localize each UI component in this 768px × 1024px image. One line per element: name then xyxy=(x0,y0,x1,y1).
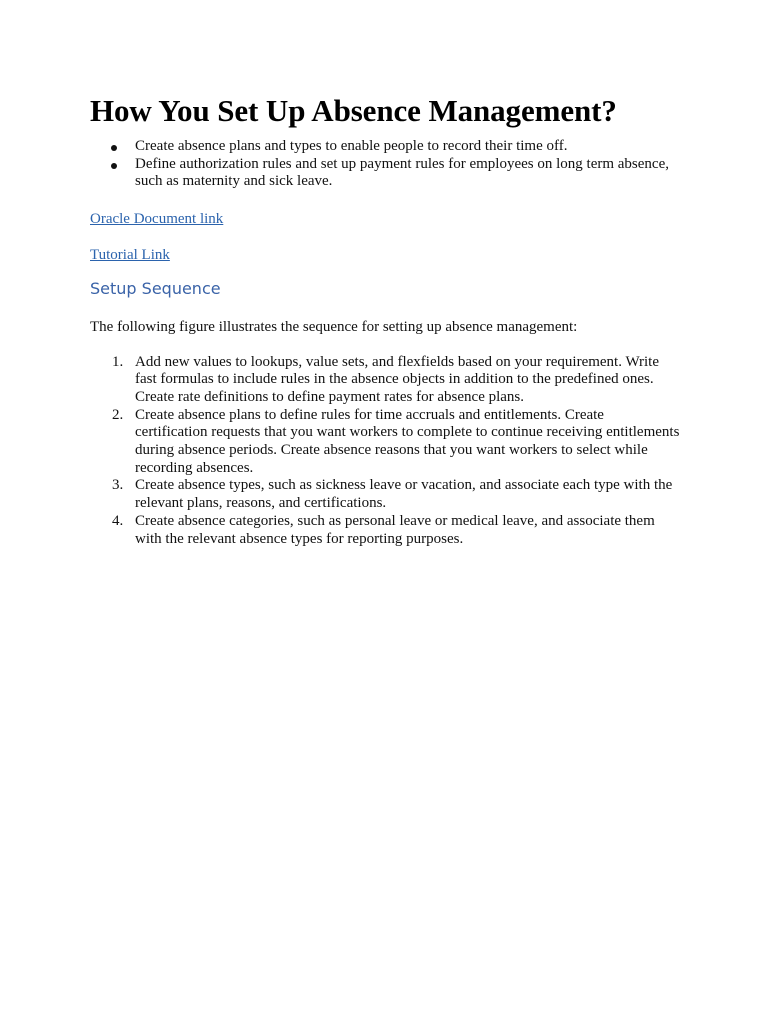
step-text: Create absence plans to define rules for time accruals and entitlements. Create certification requests that you want workers to complete to continue receiving entitlements during absence periods. Create absence reasons that you want workers to select while recording absences. xyxy=(135,406,680,476)
document-body xyxy=(90,91,680,548)
step-item xyxy=(90,513,680,548)
bullet-icon xyxy=(111,163,117,169)
step-number: 4. xyxy=(112,512,124,529)
step-item xyxy=(90,407,680,478)
step-number: 2. xyxy=(112,406,124,423)
step-number: 1. xyxy=(112,353,124,370)
bullet-item xyxy=(90,156,680,191)
bullet-text: Create absence plans and types to enable people to record their time off. xyxy=(135,138,568,154)
step-item xyxy=(90,477,680,512)
page-title: How You Set Up Absence Management? xyxy=(90,93,617,128)
oracle-document-link-paragraph xyxy=(90,210,680,228)
summary-bullet-list xyxy=(90,138,680,191)
step-text: Add new values to lookups, value sets, and flexfields based on your requirement. Write fast formulas to include rules in the absence objects in addition to the predefined ones. Create rate definitions to define payment rates for absence plans. xyxy=(135,353,659,405)
tutorial-link[interactable]: Tutorial Link xyxy=(90,246,170,263)
section-heading: Setup Sequence xyxy=(90,278,221,298)
tutorial-link-paragraph xyxy=(90,246,680,264)
bullet-text: Define authorization rules and set up payment rules for employees on long term absence, such as maternity and sick leave. xyxy=(135,155,669,189)
step-text: Create absence types, such as sickness leave or vacation, and associate each type with the relevant plans, reasons, and certifications. xyxy=(135,477,673,512)
intro-paragraph: The following figure illustrates the sequence for setting up absence management: xyxy=(90,318,578,335)
setup-steps-list xyxy=(90,354,680,549)
step-text: Create absence categories, such as personal leave or medical leave, and associate them with the relevant absence types for reporting purposes. xyxy=(135,512,655,547)
bullet-icon xyxy=(111,145,117,151)
step-number: 3. xyxy=(112,477,124,494)
oracle-document-link[interactable]: Oracle Document link xyxy=(90,210,224,227)
bullet-item xyxy=(90,138,680,156)
step-item xyxy=(90,354,680,407)
